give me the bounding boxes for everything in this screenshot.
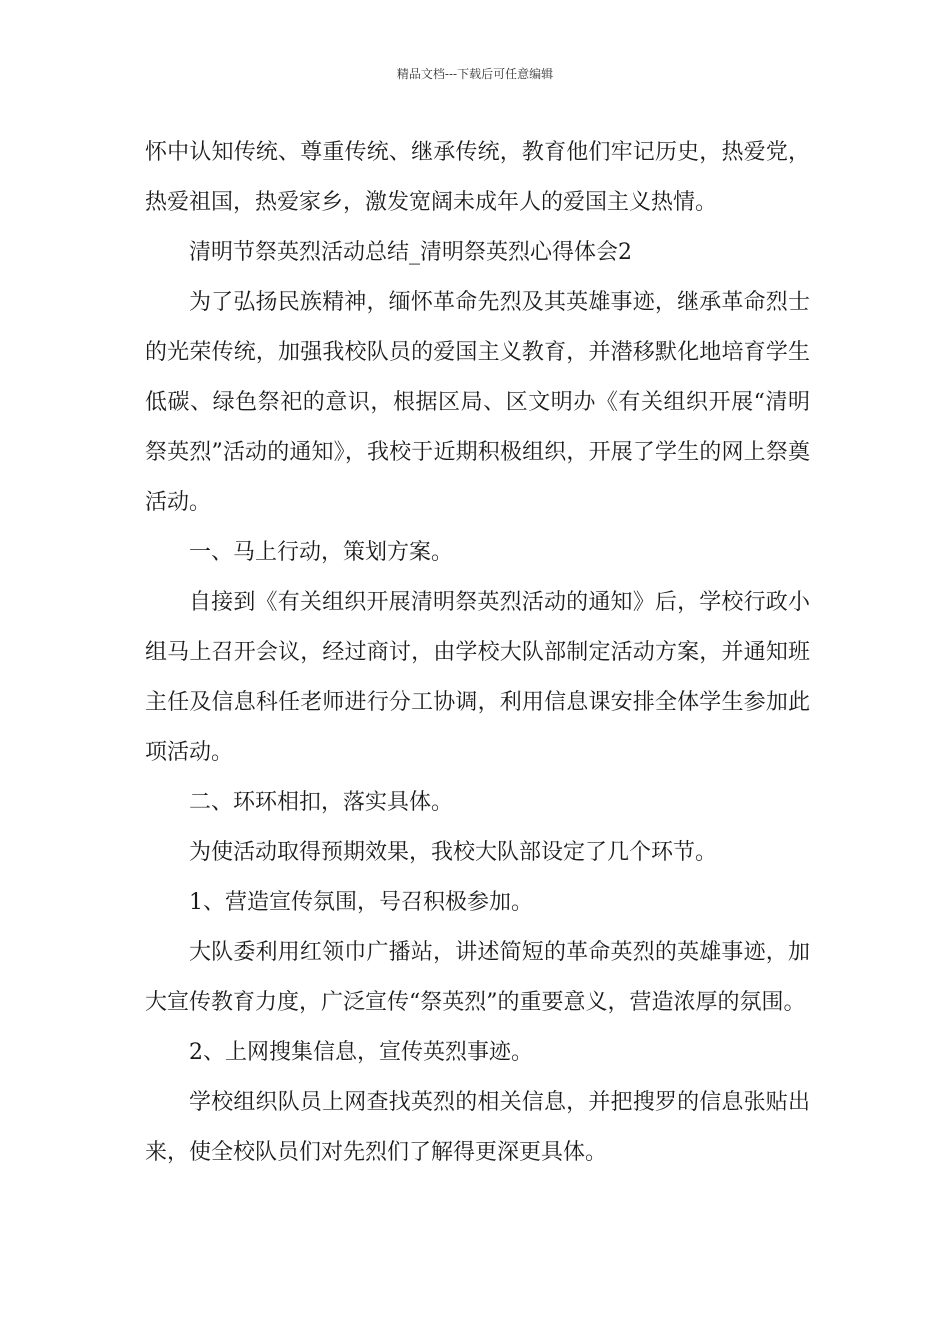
sub-heading: 1、营造宣传氛围，号召积极参加。 (189, 890, 533, 915)
section-heading: 二、环环相扣，落实具体。 (189, 790, 454, 815)
sub-heading: 2、上网搜集信息，宣传英烈事迹。 (189, 1040, 533, 1065)
page-header: 精品文档---下载后可任意编辑 (396, 67, 554, 81)
paragraph: 学校组织队员上网查找英烈的相关信息，并把搜罗的信息张贴出来，使全校队员们对先烈们了解得更深更具体。 (145, 1090, 810, 1165)
paragraph: 大队委利用红领巾广播站，讲述简短的革命英烈的英雄事迹，加大宣传教育力度，广泛宣传“祭英烈”的重要意义，营造浓厚的氛围。 (145, 940, 810, 1015)
document-body (145, 128, 810, 1178)
section-title: 清明节祭英烈活动总结_清明祭英烈心得体会2 (189, 240, 632, 265)
section-heading: 一、马上行动，策划方案。 (189, 540, 454, 565)
paragraph: 自接到《有关组织开展清明祭英烈活动的通知》后，学校行政小组马上召开会议，经过商讨，由学校大队部制定活动方案，并通知班主任及信息科任老师进行分工协调，利用信息课安排全体学生参加此项活动。 (145, 590, 810, 765)
paragraph: 怀中认知传统、尊重传统、继承传统，教育他们牢记历史，热爱党，热爱祖国，热爱家乡，激发宽阔未成年人的爱国主义热情。 (145, 140, 810, 215)
paragraph: 为了弘扬民族精神，缅怀革命先烈及其英雄事迹，继承革命烈士的光荣传统，加强我校队员的爱国主义教育，并潜移默化地培育学生低碳、绿色祭祀的意识，根据区局、区文明办《有关组织开展“清明祭英烈”活动的通知》，我校于近期积极组织，开展了学生的网上祭奠活动。 (145, 290, 810, 515)
paragraph: 为使活动取得预期效果，我校大队部设定了几个环节。 (189, 840, 718, 865)
